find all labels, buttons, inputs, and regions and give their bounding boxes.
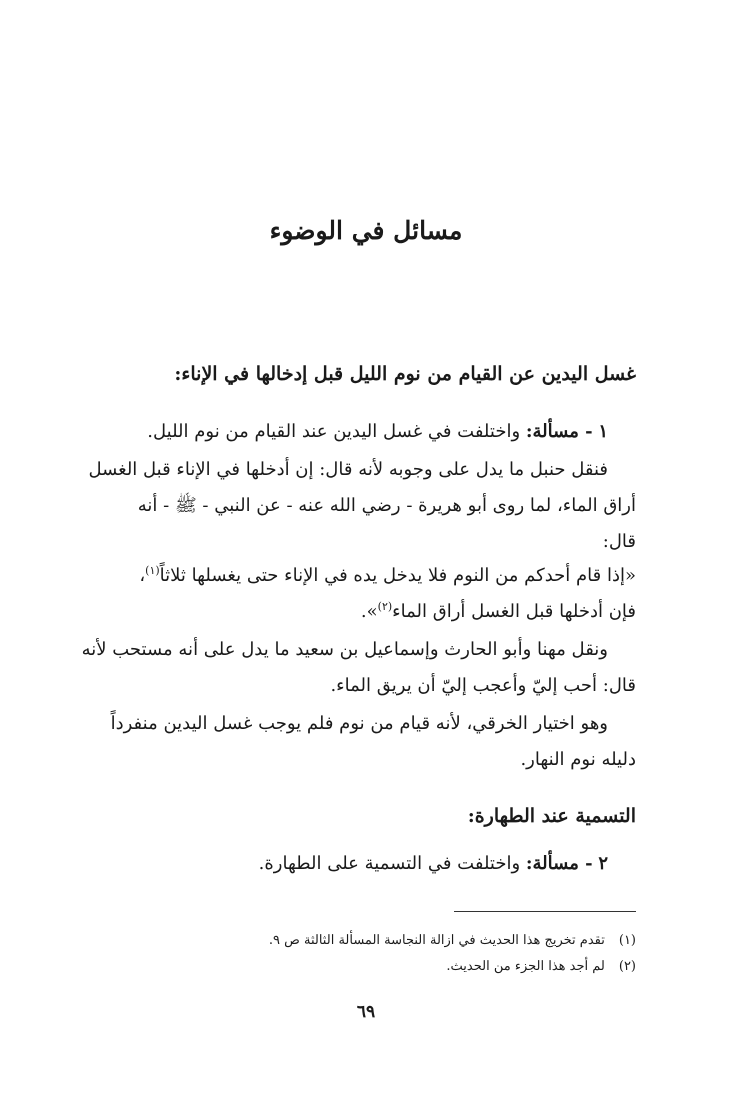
footnote-number: (١) — [618, 933, 636, 948]
section-heading-tasmiya: التسمية عند الطهارة: — [467, 805, 636, 827]
paragraph-line: أراق الماء، لما روى أبو هريرة - رضي الله عنه - عن النبي - ﷺ - أنه — [137, 495, 636, 516]
section-heading-hand-washing: غسل اليدين عن القيام من نوم الليل قبل إدخالها في الإناء: — [174, 363, 636, 385]
paragraph-line: دليله نوم النهار. — [520, 749, 636, 770]
question-label: - مسألة: — [525, 853, 593, 874]
paragraph-khiraqi — [74, 706, 636, 778]
footnote-text: لم أجد هذا الجزء من الحديث. — [446, 959, 605, 974]
footnote-text: تقدم تخريج هذا الحديث في ازالة النجاسة المسألة الثالثة ص ٩. — [268, 933, 605, 948]
paragraph-line: قال: — [602, 531, 636, 552]
quote-text: فإن أدخلها قبل الغسل أراق الماء — [392, 601, 636, 622]
quote-line — [74, 558, 636, 594]
question-label: - مسألة: — [525, 421, 593, 442]
question-1 — [74, 414, 636, 450]
paragraph-line: وهو اختيار الخرقي، لأنه قيام من نوم فلم يوجب غسل اليدين منفرداً — [110, 713, 608, 734]
footnotes — [74, 928, 636, 980]
paragraph-line: قال: أحب إليّ وأعجب إليّ أن يريق الماء. — [330, 675, 636, 696]
footnote-item — [74, 954, 636, 980]
paragraph-line: ونقل مهنا وأبو الحارث وإسماعيل بن سعيد ما يدل على أنه مستحب لأنه — [81, 639, 608, 660]
footnote-item — [74, 928, 636, 954]
paragraph-line: فنقل حنبل ما يدل على وجوبه لأنه قال: إن أدخلها في الإناء قبل الغسل — [88, 459, 608, 480]
quote-punct: ، — [139, 565, 146, 586]
question-number: ١ — [598, 421, 608, 442]
footnote-ref[interactable]: (١) — [145, 564, 160, 577]
paragraph-hanbal — [74, 452, 636, 560]
question-text: واختلفت في غسل اليدين عند القيام من نوم الليل. — [147, 421, 521, 442]
question-number: ٢ — [598, 853, 608, 874]
footnote-number: (٢) — [618, 959, 636, 974]
hadith-quote — [74, 558, 636, 630]
page-number: ٦٩ — [356, 1002, 376, 1022]
question-text: واختلفت في التسمية على الطهارة. — [258, 853, 521, 874]
footnote-ref[interactable]: (٢) — [377, 600, 393, 613]
footnote-divider — [454, 911, 636, 912]
quote-line — [74, 594, 636, 630]
quote-punct: ». — [360, 601, 378, 622]
question-2 — [74, 846, 636, 882]
chapter-title: مسائل في الوضوء — [269, 216, 463, 245]
quote-text: «إذا قام أحدكم من النوم فلا يدخل يده في الإناء حتى يغسلها ثلاثاً — [159, 565, 636, 586]
paragraph-muhanna — [74, 632, 636, 704]
